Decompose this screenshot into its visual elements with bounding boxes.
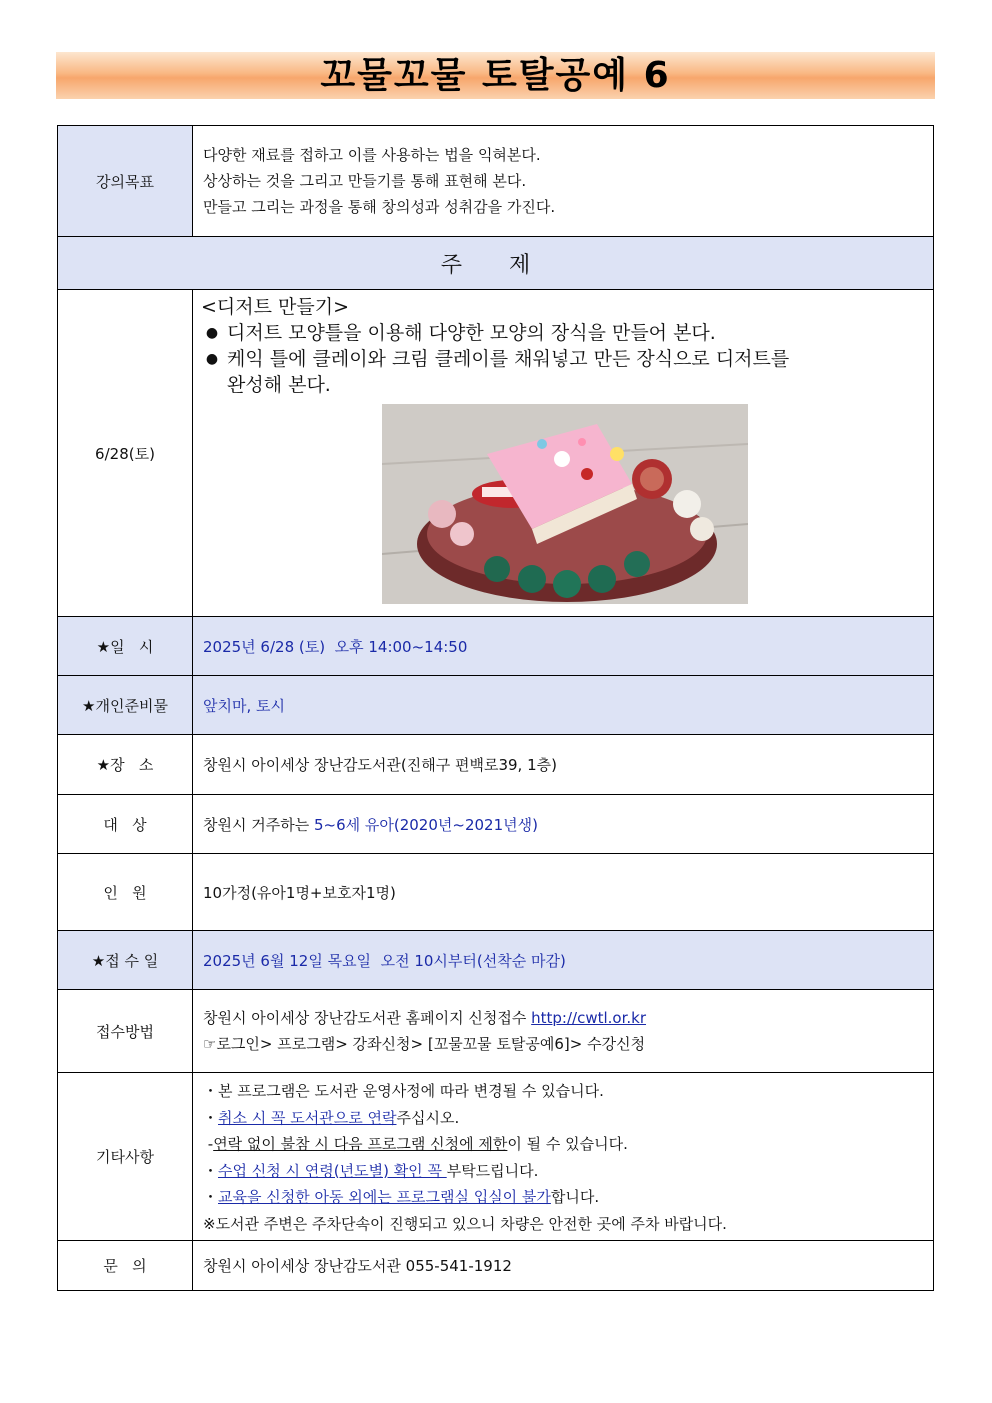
reg-date-value: 2025년 6월 12일 목요일 오전 10시부터(선착순 마감) — [193, 931, 934, 990]
bullet-icon: ● — [205, 325, 219, 341]
place-label: ★장 소 — [58, 735, 193, 795]
place-row — [58, 735, 934, 795]
misc-line: ・교육을 신청한 아동 외에는 프로그램실 입실이 불가합니다. — [203, 1188, 600, 1206]
people-value: 10가정(유아1명+보호자1명) — [193, 854, 934, 931]
goal-line: 만들고 그리는 과정을 통해 창의성과 성취감을 가진다. — [203, 198, 556, 216]
people-label: 인 원 — [58, 854, 193, 931]
place-value: 창원시 아이세상 장난감도서관(진해구 편백로39, 1층) — [193, 735, 934, 795]
reg-method-value: 창원시 아이세상 장난감도서관 홈페이지 신청접수 http://cwtl.or.kr ☞로그인> 프로그램> 강좌신청> [꼬물꼬물 토탈공예6]> 수강신청 — [193, 990, 934, 1073]
homepage-link[interactable]: http://cwtl.or.kr — [531, 1009, 647, 1027]
goal-label: 강의목표 — [58, 126, 193, 237]
session-heading: <디저트 만들기> — [201, 296, 350, 318]
target-label: 대 상 — [58, 795, 193, 854]
misc-line: ・취소 시 꼭 도서관으로 연락주십시오. — [203, 1108, 460, 1127]
page-title: 꼬물꼬물 토탈공예 6 — [320, 55, 671, 96]
contact-value: 창원시 아이세상 장난감도서관 055-541-1912 — [193, 1241, 934, 1291]
contact-row — [58, 1241, 934, 1291]
goal-line: 다양한 재료를 접하고 이를 사용하는 법을 익혀본다. — [203, 146, 541, 164]
goal-text — [193, 126, 934, 237]
reg-method-steps: ☞로그인> 프로그램> 강좌신청> [꼬물꼬물 토탈공예6]> 수강신청 — [203, 1035, 646, 1053]
reg-date-label: ★접 수 일 — [58, 931, 193, 990]
misc-line: ・수업 신청 시 연령(년도별) 확인 꼭 부탁드립니다. — [203, 1161, 539, 1180]
goal-row — [58, 126, 934, 237]
bullet-text: 디저트 모양틀을 이용해 다양한 모양의 장식을 만들어 본다. — [227, 322, 716, 344]
misc-row — [58, 1073, 934, 1241]
bullet-icon: ● — [205, 351, 219, 367]
misc-line: ・본 프로그램은 도서관 운영사정에 따라 변경될 수 있습니다. — [203, 1082, 604, 1100]
misc-label: 기타사항 — [58, 1073, 193, 1241]
topic-header-row — [58, 237, 934, 290]
dessert-craft-photo — [382, 404, 748, 604]
reg-method-row — [58, 990, 934, 1073]
misc-line: ※도서관 주변은 주차단속이 진행되고 있으니 차량은 안전한 곳에 주차 바랍니다. — [203, 1214, 727, 1233]
session-bullet — [197, 320, 933, 346]
target-value: 창원시 거주하는 5~6세 유아(2020년~2021년생) — [193, 795, 934, 854]
program-table — [57, 125, 934, 1291]
target-row — [58, 795, 934, 854]
misc-value — [193, 1073, 934, 1241]
dessert-photo-illustration — [382, 404, 748, 604]
session-bullet — [197, 346, 933, 372]
goal-line: 상상하는 것을 그리고 만들기를 통해 표현해 본다. — [203, 172, 527, 190]
session-bullet-cont — [197, 372, 933, 398]
title-banner — [56, 52, 935, 99]
misc-line: -연락 없이 불참 시 다음 프로그램 신청에 제한이 될 수 있습니다. — [203, 1135, 628, 1153]
topic-header: 주 제 — [58, 237, 934, 290]
session-row — [58, 290, 934, 617]
target-age: 5~6세 유아(2020년~2021년생) — [313, 815, 538, 834]
session-date: 6/28(토) — [58, 290, 193, 617]
datetime-row — [58, 617, 934, 676]
prep-label: ★개인준비물 — [58, 676, 193, 735]
people-row — [58, 854, 934, 931]
contact-label: 문 의 — [58, 1241, 193, 1291]
datetime-label: ★일 시 — [58, 617, 193, 676]
reg-method-label: 접수방법 — [58, 990, 193, 1073]
prep-value: 앞치마, 토시 — [193, 676, 934, 735]
datetime-value: 2025년 6/28 (토) 오후 14:00~14:50 — [193, 617, 934, 676]
bullet-text: 케익 틀에 클레이와 크림 클레이를 채워넣고 만든 장식으로 디저트를 — [227, 348, 790, 370]
bullet-text: 완성해 본다. — [227, 374, 331, 396]
reg-date-row — [58, 931, 934, 990]
prep-row — [58, 676, 934, 735]
session-content — [193, 290, 934, 617]
